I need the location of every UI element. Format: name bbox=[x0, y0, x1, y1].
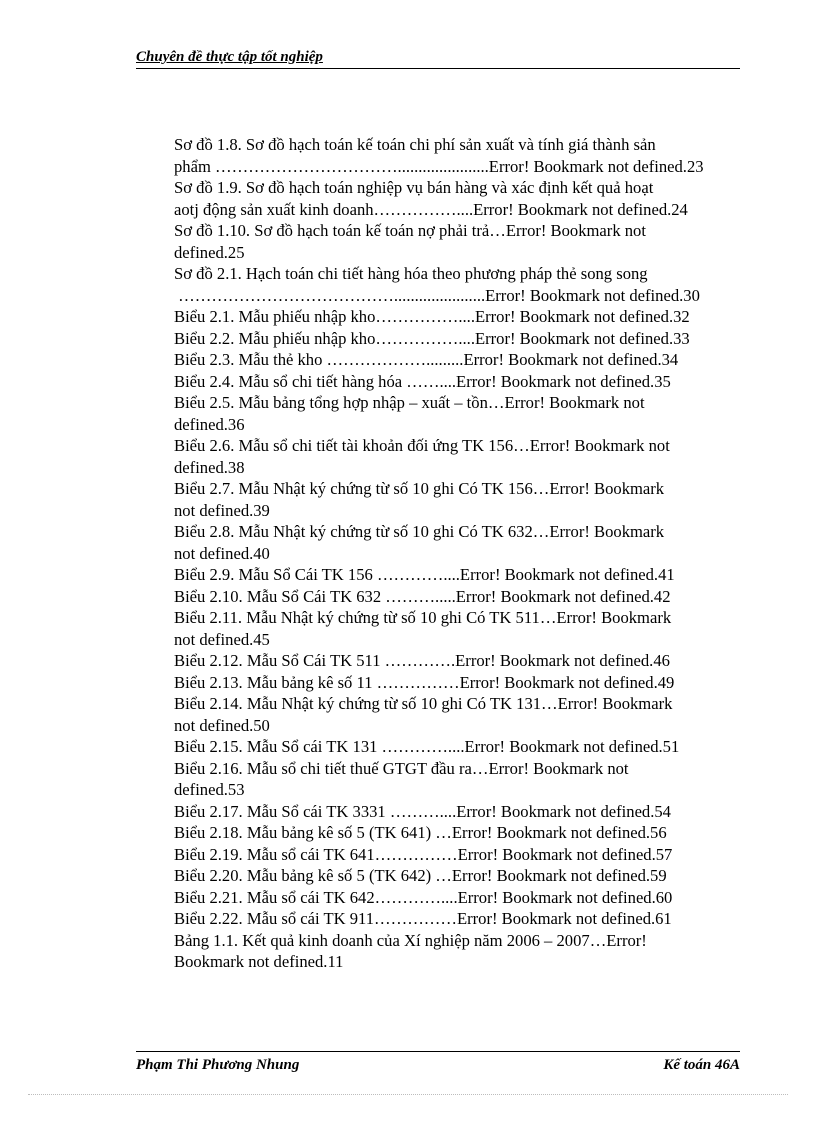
toc-entry-line: defined.38 bbox=[174, 457, 245, 477]
toc-entry[interactable] bbox=[174, 392, 749, 435]
toc-entry[interactable] bbox=[174, 650, 749, 672]
toc-entry[interactable] bbox=[174, 672, 749, 694]
toc-entry-line: Biểu 2.5. Mẫu bảng tổng hợp nhập – xuất – tồn…Error! Bookmark not bbox=[174, 393, 645, 412]
toc-entry-line: defined.53 bbox=[174, 780, 245, 799]
table-of-figures bbox=[174, 134, 749, 973]
toc-entry[interactable] bbox=[174, 607, 749, 650]
toc-entry-line: Biểu 2.9. Mẫu Sổ Cái TK 156 …………....Error! Bookmark not defined.41 bbox=[174, 565, 675, 584]
toc-entry-line: Sơ đồ 1.10. Sơ đồ hạch toán kế toán nợ phải trả…Error! Bookmark not bbox=[174, 221, 646, 240]
toc-entry[interactable] bbox=[174, 736, 749, 758]
toc-entry-line: aotj động sản xuất kinh doanh……………....Error! Bookmark not defined.24 bbox=[174, 199, 688, 219]
toc-entry-line: Biểu 2.13. Mẫu bảng kê số 11 ……………Error! Bookmark not defined.49 bbox=[174, 672, 675, 692]
toc-entry-line: Biểu 2.20. Mẫu bảng kê số 5 (TK 642) …Error! Bookmark not defined.59 bbox=[174, 866, 667, 885]
toc-entry[interactable] bbox=[174, 822, 749, 844]
toc-entry[interactable] bbox=[174, 435, 749, 478]
header-divider bbox=[136, 68, 740, 69]
toc-entry[interactable] bbox=[174, 328, 749, 350]
toc-entry[interactable] bbox=[174, 801, 749, 823]
toc-entry-line: phẩm ……………………………......................Error! Bookmark not defined.23 bbox=[174, 156, 704, 176]
toc-entry-line: Sơ đồ 2.1. Hạch toán chi tiết hàng hóa theo phương pháp thẻ song song bbox=[174, 264, 648, 283]
toc-entry-line: Biểu 2.19. Mẫu sổ cái TK 641……………Error! Bookmark not defined.57 bbox=[174, 844, 673, 864]
toc-entry-line: defined.36 bbox=[174, 414, 245, 434]
footer-divider bbox=[136, 1051, 740, 1052]
toc-entry-line: Biểu 2.18. Mẫu bảng kê số 5 (TK 641) …Error! Bookmark not defined.56 bbox=[174, 823, 667, 842]
page-header-title: Chuyên đề thực tập tốt nghiệp bbox=[136, 49, 323, 65]
toc-entry-line: Sơ đồ 1.8. Sơ đồ hạch toán kế toán chi phí sản xuất và tính giá thành sản bbox=[174, 135, 656, 154]
toc-entry[interactable] bbox=[174, 930, 749, 973]
toc-entry-line: Biểu 2.3. Mẫu thẻ kho ……………….........Error! Bookmark not defined.34 bbox=[174, 350, 679, 369]
toc-entry-line: Biểu 2.12. Mẫu Sổ Cái TK 511 ………….Error! Bookmark not defined.46 bbox=[174, 651, 670, 670]
toc-entry-line: Biểu 2.14. Mẫu Nhật ký chứng từ số 10 ghi Có TK 131…Error! Bookmark bbox=[174, 694, 673, 713]
toc-entry-line: Biểu 2.15. Mẫu Sổ cái TK 131 …………....Error! Bookmark not defined.51 bbox=[174, 737, 680, 756]
toc-entry-line: Biểu 2.4. Mẫu sổ chi tiết hàng hóa ……....Error! Bookmark not defined.35 bbox=[174, 371, 671, 391]
toc-entry-line: Sơ đồ 1.9. Sơ đồ hạch toán nghiệp vụ bán hàng và xác định kết quả hoạt bbox=[174, 178, 654, 197]
toc-entry-line: defined.25 bbox=[174, 242, 245, 262]
toc-entry-line: Bookmark not defined.11 bbox=[174, 952, 344, 971]
toc-entry[interactable] bbox=[174, 220, 749, 263]
toc-entry-line: Biểu 2.7. Mẫu Nhật ký chứng từ số 10 ghi Có TK 156…Error! Bookmark bbox=[174, 479, 665, 498]
toc-entry[interactable] bbox=[174, 177, 749, 220]
toc-entry[interactable] bbox=[174, 865, 749, 887]
toc-entry-line: Biểu 2.2. Mẫu phiếu nhập kho……………....Error! Bookmark not defined.33 bbox=[174, 328, 690, 348]
toc-entry-line: Biểu 2.6. Mẫu sổ chi tiết tài khoản đối ứng TK 156…Error! Bookmark not bbox=[174, 436, 670, 455]
toc-entry-line: Biểu 2.21. Mẫu sổ cái TK 642…………....Error! Bookmark not defined.60 bbox=[174, 887, 673, 907]
toc-entry[interactable] bbox=[174, 758, 749, 801]
toc-entry-line: not defined.39 bbox=[174, 500, 270, 520]
toc-entry-line: Biểu 2.1. Mẫu phiếu nhập kho……………....Error! Bookmark not defined.32 bbox=[174, 307, 690, 326]
toc-entry[interactable] bbox=[174, 586, 749, 608]
toc-entry[interactable] bbox=[174, 844, 749, 866]
toc-entry-line: Biểu 2.10. Mẫu Sổ Cái TK 632 ……….....Error! Bookmark not defined.42 bbox=[174, 586, 671, 606]
toc-entry[interactable] bbox=[174, 263, 749, 306]
toc-entry[interactable] bbox=[174, 908, 749, 930]
footer-author: Phạm Thi Phương Nhung bbox=[136, 1057, 300, 1073]
toc-entry[interactable] bbox=[174, 693, 749, 736]
toc-entry-line: Bảng 1.1. Kết quả kinh doanh của Xí nghiệp năm 2006 – 2007…Error! bbox=[174, 930, 647, 950]
toc-entry[interactable] bbox=[174, 134, 749, 177]
toc-entry-line: Biểu 2.8. Mẫu Nhật ký chứng từ số 10 ghi Có TK 632…Error! Bookmark bbox=[174, 522, 665, 541]
toc-entry[interactable] bbox=[174, 478, 749, 521]
toc-entry-line: not defined.40 bbox=[174, 543, 270, 563]
footer-class: Kế toán 46A bbox=[663, 1057, 740, 1073]
toc-entry[interactable] bbox=[174, 887, 749, 909]
toc-entry-line: Biểu 2.17. Mẫu Sổ cái TK 3331 ………....Error! Bookmark not defined.54 bbox=[174, 801, 671, 821]
toc-entry[interactable] bbox=[174, 349, 749, 371]
toc-entry-line: not defined.50 bbox=[174, 715, 270, 735]
toc-entry-line: …………………………………......................Error! Bookmark not defined.30 bbox=[174, 285, 700, 305]
toc-entry-line: Biểu 2.11. Mẫu Nhật ký chứng từ số 10 ghi Có TK 511…Error! Bookmark bbox=[174, 608, 672, 627]
toc-entry-line: Biểu 2.16. Mẫu sổ chi tiết thuế GTGT đầu ra…Error! Bookmark not bbox=[174, 758, 629, 778]
page-bottom-edge bbox=[28, 1094, 788, 1095]
toc-entry-line: not defined.45 bbox=[174, 629, 270, 649]
toc-entry-line: Biểu 2.22. Mẫu sổ cái TK 911……………Error! Bookmark not defined.61 bbox=[174, 909, 672, 928]
toc-entry[interactable] bbox=[174, 521, 749, 564]
toc-entry[interactable] bbox=[174, 371, 749, 393]
toc-entry[interactable] bbox=[174, 306, 749, 328]
toc-entry[interactable] bbox=[174, 564, 749, 586]
